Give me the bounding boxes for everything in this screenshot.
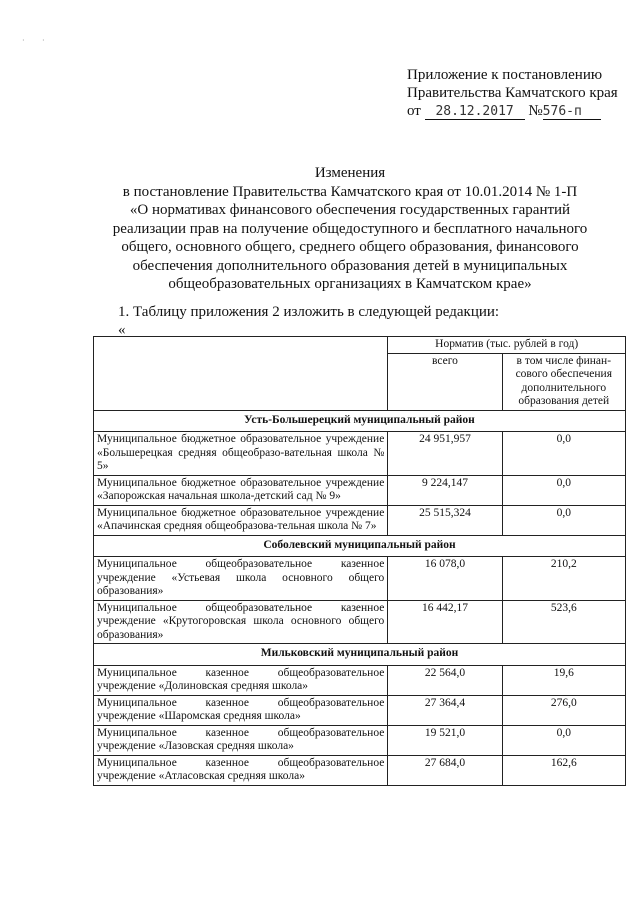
table-row [94, 557, 626, 601]
row-name: Муниципальное бюджетное образовательное учреждение «Запорожская начальная школа-детский сад № 9» [94, 475, 388, 505]
row-name: Муниципальное бюджетное образовательное учреждение «Апачинская средняя общеобразова-тельная школа № 7» [94, 505, 388, 535]
header-additional: в том числе финан-сового обеспечения дополнительного образования детей [502, 353, 625, 410]
date-field: 28.12.2017 [425, 104, 525, 120]
changes-line: общеобразовательных организациях в Камчатском крае» [168, 276, 532, 292]
row-additional: 0,0 [502, 725, 625, 755]
appendix-header [407, 66, 635, 120]
row-total: 25 515,324 [388, 505, 502, 535]
row-additional: 276,0 [502, 695, 625, 725]
section-title: Усть-Большерецкий муниципальный район [244, 413, 475, 426]
row-additional: 210,2 [502, 557, 625, 601]
row-total: 27 364,4 [388, 695, 502, 725]
row-name: Муниципальное казенное общеобразовательное учреждение «Атласовская средняя школа» [94, 755, 388, 785]
row-name: Муниципальное общеобразовательное казенное учреждение «Устьевая школа основного общего образования» [94, 557, 388, 601]
row-total: 22 564,0 [388, 665, 502, 695]
number-label: № [528, 103, 543, 119]
table-row [94, 725, 626, 755]
table-row [94, 475, 626, 505]
row-name: Муниципальное общеобразовательное казенное учреждение «Крутогоровская школа основного общего образования» [94, 600, 388, 644]
header-total: всего [388, 353, 502, 410]
row-additional: 0,0 [502, 475, 625, 505]
section-title: Мильковский муниципальный район [260, 647, 459, 659]
table-header-row [94, 337, 626, 354]
table-row [94, 600, 626, 644]
changes-line: в постановление Правительства Камчатского края от 10.01.2014 № 1-П [122, 183, 578, 200]
header-norm: Норматив (тыс. рублей в год) [388, 337, 626, 354]
table-row [94, 695, 626, 725]
appendix-date-line [407, 102, 635, 120]
scan-speck: · [42, 36, 45, 45]
row-additional: 162,6 [502, 755, 625, 785]
row-additional: 0,0 [502, 432, 625, 476]
row-total: 24 951,957 [388, 432, 502, 476]
changes-title-block [100, 164, 600, 294]
table-row [94, 665, 626, 695]
row-name: Муниципальное казенное общеобразовательное учреждение «Шаромская средняя школа» [94, 695, 388, 725]
item-1-text: 1. Таблицу приложения 2 изложить в следующей редакции: [118, 304, 500, 320]
changes-line: общего, основного общего, среднего общего образования, финансового [121, 239, 579, 255]
row-total: 19 521,0 [388, 725, 502, 755]
row-total: 27 684,0 [388, 755, 502, 785]
open-quote: « [118, 322, 126, 338]
row-name: Муниципальное казенное общеобразовательное учреждение «Лазовская средняя школа» [94, 725, 388, 755]
row-name: Муниципальное казенное общеобразовательное учреждение «Долиновская средняя школа» [94, 665, 388, 695]
table-row [94, 755, 626, 785]
number-field: 576-п [543, 104, 601, 120]
row-total: 16 078,0 [388, 557, 502, 601]
changes-line: «О нормативах финансового обеспечения государственных гарантий [129, 202, 571, 218]
row-additional: 19,6 [502, 665, 625, 695]
changes-title: Изменения [314, 165, 386, 181]
section-row [94, 644, 626, 666]
section-row [94, 410, 626, 432]
table-row [94, 505, 626, 535]
from-label: от [407, 103, 421, 119]
row-name: Муниципальное бюджетное образовательное учреждение «Большерецкая средняя общеобразо-вательная школа № 5» [94, 432, 388, 476]
appendix-line-1: Приложение к постановлению [407, 67, 603, 83]
row-additional: 0,0 [502, 505, 625, 535]
table-row [94, 432, 626, 476]
changes-line: обеспечения дополнительного образования детей в муниципальных [132, 257, 568, 274]
scan-speck: · [22, 36, 25, 45]
changes-line: реализации прав на получение общедоступного и бесплатного начального [112, 220, 588, 237]
section-row [94, 535, 626, 557]
row-total: 9 224,147 [388, 475, 502, 505]
norms-table [93, 336, 626, 786]
section-title: Соболевский муниципальный район [263, 538, 456, 551]
header-empty-cell [94, 337, 388, 411]
appendix-line-2: Правительства Камчатского края [407, 85, 618, 101]
row-additional: 523,6 [502, 600, 625, 644]
row-total: 16 442,17 [388, 600, 502, 644]
